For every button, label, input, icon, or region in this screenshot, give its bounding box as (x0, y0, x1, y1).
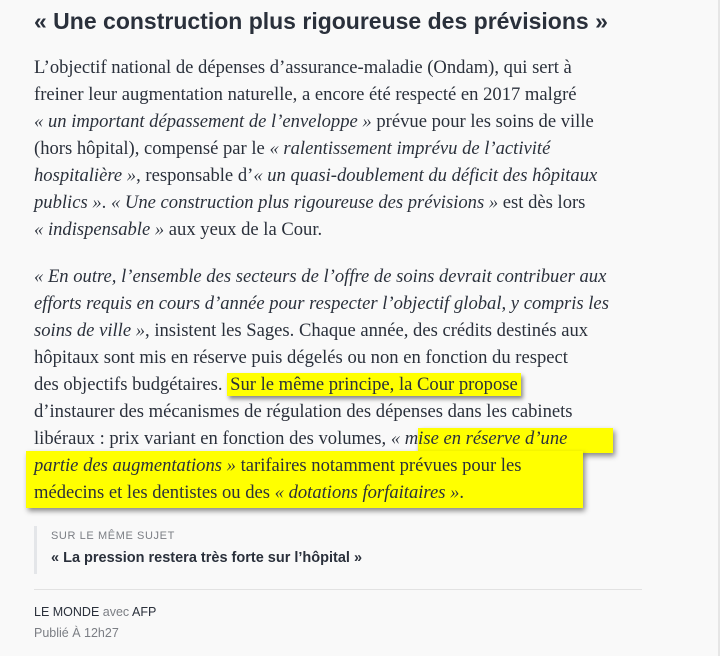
related-article (34, 526, 362, 574)
text-fragment: des objectifs budgétaires. (34, 374, 228, 395)
related-article-link[interactable]: « La pression restera très forte sur l’hôpital » (51, 550, 363, 566)
subheading: « Une construction plus rigoureuse des prévisions » (34, 8, 608, 34)
text-fragment: aux yeux de la Cour. (164, 219, 323, 240)
agency-name: AFP (131, 605, 157, 619)
text-line: freiner leur augmentation naturelle, a encore été respecté en 2017 malgré (34, 84, 577, 105)
text-fragment: est dès lors (498, 192, 586, 213)
highlighted-quote: « mise en réserve d’une (390, 428, 568, 449)
highlighted-text: Sur le même principe, la Cour propose (227, 373, 521, 396)
paragraph-2 (34, 263, 654, 506)
text-fragment: , responsable d’ (136, 165, 254, 186)
quote: soins de ville » (34, 320, 146, 341)
text-line: d’instaurer des mécanismes de régulation des dépenses dans les cabinets (34, 401, 573, 422)
quote: « ralentissement imprévu de l’activité (269, 138, 551, 159)
text-line (34, 452, 654, 479)
highlighted-quote: « dotations forfaitaires » (274, 482, 460, 503)
quote: publics » (34, 192, 102, 213)
text-line (34, 290, 654, 317)
text-line (34, 479, 654, 506)
highlighted-text: tarifaires notamment prévues pour les (235, 455, 522, 476)
quote: « En outre, l’ensemble des secteurs de l’offre de soins devrait contribuer aux (34, 266, 607, 287)
text-line (34, 263, 654, 290)
text-line: hôpitaux sont mis en réserve puis dégelés ou non en fonction du respect (34, 347, 568, 368)
text-fragment: prévue pour les soins de ville (371, 111, 594, 132)
highlighted-quote: partie des augmentations » (34, 455, 236, 476)
text-line (34, 371, 654, 398)
text-line: L’objectif national de dépenses d’assurance-maladie (Ondam), qui sert à (34, 57, 572, 78)
quote: efforts requis en cours d’année pour respecter l’objectif global, y compris les (34, 293, 609, 314)
quote: « Une construction plus rigoureuse des prévisions » (110, 192, 499, 213)
text-fragment: . (459, 482, 465, 503)
related-label: SUR LE MÊME SUJET (51, 530, 175, 542)
source-conjunction: avec (102, 605, 130, 619)
paragraph-1 (34, 54, 654, 243)
quote: « un quasi-doublement du déficit des hôpitaux (253, 165, 598, 186)
quote: « indispensable » (34, 219, 165, 240)
text-fragment: . (101, 192, 111, 213)
quote: hospitalière » (34, 165, 137, 186)
text-line (34, 216, 654, 243)
text-line (34, 135, 654, 162)
source-name: LE MONDE (34, 605, 100, 619)
quote: « un important dépassement de l’enveloppe » (34, 111, 372, 132)
text-line (34, 108, 654, 135)
article-source (34, 605, 156, 619)
publication-time: Publié À 12h27 (34, 626, 119, 640)
text-line (34, 162, 654, 189)
highlighted-text: médecins et les dentistes ou des (34, 482, 275, 503)
text-fragment: , insistent les Sages. Chaque année, des crédits destinés aux (145, 320, 589, 341)
divider (34, 589, 642, 590)
text-fragment: libéraux : prix variant en fonction des volumes, (34, 428, 391, 449)
text-line (34, 317, 654, 344)
text-line (34, 425, 654, 452)
text-fragment: (hors hôpital), compensé par le (34, 138, 270, 159)
text-line (34, 189, 654, 216)
